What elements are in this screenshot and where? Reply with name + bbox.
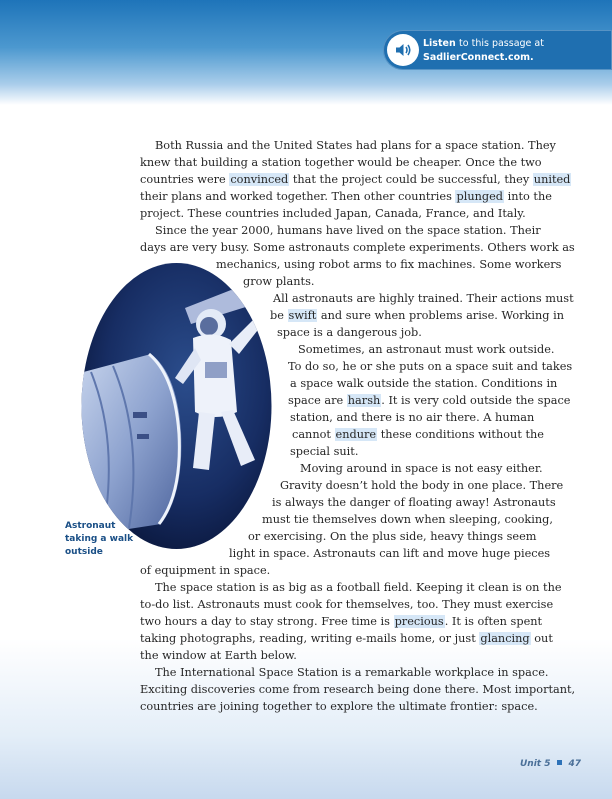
passage-line [140, 154, 542, 171]
passage-line [140, 698, 538, 715]
passage-line [155, 137, 556, 154]
passage-text: space is a dangerous job. [277, 326, 422, 339]
passage-text: their plans and worked together. Then other countries [140, 190, 456, 203]
passage-text: the window at Earth below. [140, 649, 297, 662]
unit-label: Unit 5 [520, 759, 551, 769]
page-footer [520, 759, 581, 769]
bullet-icon [557, 760, 562, 765]
passage-line [140, 171, 571, 188]
listen-bold: Listen [423, 38, 456, 49]
passage-text: grow plants. [243, 275, 315, 288]
passage-line [140, 205, 526, 222]
passage-line [277, 324, 422, 341]
passage-line [140, 239, 575, 256]
passage-text: and sure when problems arise. Working in [317, 309, 564, 322]
page-number: 47 [568, 759, 582, 769]
passage-line [290, 409, 534, 426]
passage-line [140, 681, 575, 698]
passage-line [140, 613, 542, 630]
vocab-word[interactable]: swift [288, 309, 317, 322]
passage-text: a space walk outside the station. Conditions in [290, 377, 558, 390]
passage-text: Moving around in space is not easy either. [300, 462, 543, 475]
passage-line [155, 222, 541, 239]
passage-text: The space station is as big as a football field. Keeping it clean is on the [155, 581, 562, 594]
passage-text: two hours a day to stay strong. Free time is [140, 615, 394, 628]
vocab-word[interactable]: convinced [230, 173, 289, 186]
passage-text: Since the year 2000, humans have lived on the space station. Their [155, 224, 541, 237]
passage-line [155, 664, 548, 681]
passage-line [140, 562, 270, 579]
passage-text: mechanics, using robot arms to fix machines. Some workers [216, 258, 562, 271]
passage-line [140, 188, 552, 205]
passage-line [280, 477, 563, 494]
passage-line [140, 647, 297, 664]
passage-text: To do so, he or she puts on a space suit and takes [288, 360, 573, 373]
passage-text: Gravity doesn’t hold the body in one place. There [280, 479, 564, 492]
passage-text: space are [288, 394, 347, 407]
passage-text: Sometimes, an astronaut must work outside. [298, 343, 555, 356]
vocab-word[interactable]: plunged [456, 190, 504, 203]
passage-text: countries were [140, 173, 230, 186]
passage-line [155, 579, 562, 596]
vocab-word[interactable]: endure [335, 428, 377, 441]
passage-text: . It is often spent [444, 615, 543, 628]
passage-line [288, 358, 572, 375]
passage-text: must tie themselves down when sleeping, cooking, [262, 513, 553, 526]
passage-line [290, 375, 557, 392]
passage-line [229, 545, 550, 562]
passage-text: station, and there is no air there. A human [290, 411, 535, 424]
passage-text: out [530, 632, 553, 645]
passage-text: light in space. Astronauts can lift and move huge pieces [229, 547, 551, 560]
passage-line [272, 494, 556, 511]
passage-text: . It is very cold outside the space [381, 394, 571, 407]
photo-caption: Astronaut taking a walk outside [65, 521, 134, 557]
passage-line [292, 426, 544, 443]
passage-line [300, 460, 543, 477]
passage-text: be [270, 309, 288, 322]
passage-text: All astronauts are highly trained. Their actions must [273, 292, 574, 305]
passage-line [140, 630, 553, 647]
vocab-word[interactable]: glancing [480, 632, 530, 645]
passage-text: cannot [292, 428, 335, 441]
passage-text: of equipment in space. [140, 564, 271, 577]
passage-line [290, 443, 358, 460]
passage-text: project. These countries included Japan, Canada, France, and Italy. [140, 207, 526, 220]
passage-text: The International Space Station is a remarkable workplace in space. [155, 666, 549, 679]
passage-text: or exercising. On the plus side, heavy things seem [248, 530, 537, 543]
passage-line [140, 596, 553, 613]
passage-text: days are very busy. Some astronauts complete experiments. Others work as [140, 241, 575, 254]
passage-line [273, 290, 574, 307]
passage-line [262, 511, 553, 528]
passage-text: taking photographs, reading, writing e-mails home, or just [140, 632, 480, 645]
passage-text: to-do list. Astronauts must cook for themselves, too. They must exercise [140, 598, 554, 611]
passage-text: special suit. [290, 445, 359, 458]
passage-text: these conditions without the [377, 428, 544, 441]
passage-text: into the [504, 190, 552, 203]
vocab-word[interactable]: united [533, 173, 571, 186]
listen-rest: to this passage at [459, 38, 544, 49]
passage-line [243, 273, 314, 290]
passage-text: knew that building a station together would be cheaper. Once the two [140, 156, 542, 169]
passage-text: Exciting discoveries come from research being done there. Most important, [140, 683, 576, 696]
sadlier-link[interactable]: SadlierConnect.com. [423, 52, 534, 63]
passage-line [298, 341, 555, 358]
passage-text: that the project could be successful, they [289, 173, 533, 186]
passage-text: countries are joining together to explore the ultimate frontier: space. [140, 700, 538, 713]
vocab-word[interactable]: precious [394, 615, 444, 628]
passage-text: is always the danger of floating away! Astronauts [272, 496, 556, 509]
passage-text: Both Russia and the United States had plans for a space station. They [155, 139, 556, 152]
passage-line [216, 256, 561, 273]
passage-line [270, 307, 564, 324]
vocab-word[interactable]: harsh [347, 394, 381, 407]
passage-line [288, 392, 570, 409]
passage-line [248, 528, 536, 545]
